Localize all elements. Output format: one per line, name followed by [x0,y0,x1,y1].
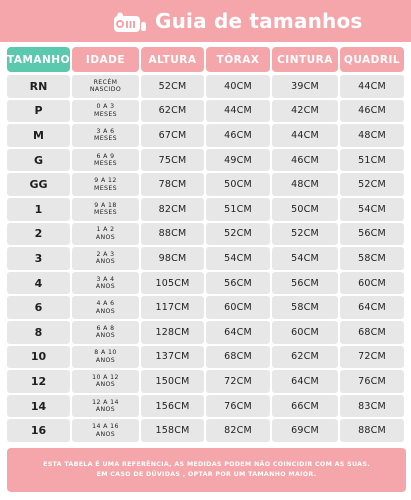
cintura-cell: 52CM [272,223,338,246]
age-cell [72,419,139,442]
torax-cell: 49CM [206,149,270,172]
torax-cell: 56CM [206,272,270,295]
age-line: 10 A 12 [92,374,119,382]
torax-cell: 52CM [206,223,270,246]
torax-cell: 72CM [206,370,270,393]
age-line: ANOS [95,307,116,315]
cintura-cell: 56CM [272,272,338,295]
size-cell: 3 [7,247,70,270]
size-cell: 1 [7,198,70,221]
quadril-cell: 44CM [340,75,404,98]
age-line: 2 A 3 [96,251,115,259]
size-cell: 12 [7,370,70,393]
altura-cell: 67CM [141,124,204,147]
cintura-cell: 50CM [272,198,338,221]
age-cell [72,198,139,221]
quadril-cell: 54CM [340,198,404,221]
altura-cell: 128CM [141,321,204,344]
altura-cell: 117CM [141,296,204,319]
age-line: ANOS [95,356,116,364]
table-header-row [7,47,406,72]
table-row [7,100,406,123]
size-cell: M [7,124,70,147]
table-row [7,124,406,147]
altura-cell: 62CM [141,100,204,123]
size-cell: G [7,149,70,172]
age-cell [72,272,139,295]
quadril-cell: 83CM [340,395,404,418]
cintura-cell: 60CM [272,321,338,344]
altura-cell: 137CM [141,346,204,369]
table-row [7,419,406,442]
cintura-cell: 39CM [272,75,338,98]
age-line: RECÉM [93,78,118,86]
table-row [7,321,406,344]
age-line: 0 A 3 [96,103,115,111]
column-header-idade: IDADE [72,47,139,72]
age-line: MESES [93,160,117,168]
age-line: ANOS [95,233,116,241]
cintura-cell: 46CM [272,149,338,172]
cintura-cell: 64CM [272,370,338,393]
torax-cell: 76CM [206,395,270,418]
age-line: 6 A 8 [96,324,115,332]
altura-cell: 75CM [141,149,204,172]
table-row [7,370,406,393]
age-cell [72,124,139,147]
age-line: 6 A 9 [96,152,115,160]
altura-cell: 78CM [141,173,204,196]
size-cell: 8 [7,321,70,344]
quadril-cell: 72CM [340,346,404,369]
age-line: ANOS [95,381,116,389]
baby-logo-icon [113,12,147,34]
size-cell: P [7,100,70,123]
quadril-cell: 46CM [340,100,404,123]
age-line: 9 A 18 [94,201,117,209]
age-cell [72,395,139,418]
quadril-cell: 51CM [340,149,404,172]
altura-cell: 88CM [141,223,204,246]
age-cell [72,296,139,319]
quadril-cell: 52CM [340,173,404,196]
altura-cell: 105CM [141,272,204,295]
size-cell: 10 [7,346,70,369]
size-cell: RN [7,75,70,98]
table-row [7,346,406,369]
page-title: Guia de tamanhos [155,9,363,33]
age-line: 1 A 2 [96,226,115,234]
size-cell: 16 [7,419,70,442]
altura-cell: 158CM [141,419,204,442]
column-header-quadril: QUADRIL [340,47,404,72]
table-row [7,296,406,319]
disclaimer-line-2: EM CASO DE DÚVIDAS , OPTAR POR UM TAMANHO MAIOR. [96,471,317,478]
age-line: NASCIDO [89,86,122,94]
age-cell [72,247,139,270]
column-header-altura: ALTURA [141,47,204,72]
age-line: ANOS [95,430,116,438]
quadril-cell: 58CM [340,247,404,270]
age-cell [72,223,139,246]
torax-cell: 60CM [206,296,270,319]
age-line: 9 A 12 [94,177,117,185]
cintura-cell: 48CM [272,173,338,196]
altura-cell: 82CM [141,198,204,221]
age-line: 8 A 10 [94,349,117,357]
cintura-cell: 62CM [272,346,338,369]
column-header-torax: TÓRAX [206,47,270,72]
torax-cell: 82CM [206,419,270,442]
age-line: 3 A 4 [96,275,115,283]
disclaimer-banner [7,448,406,492]
column-header-cintura: CINTURA [272,47,338,72]
cintura-cell: 58CM [272,296,338,319]
age-line: ANOS [95,283,116,291]
quadril-cell: 76CM [340,370,404,393]
torax-cell: 46CM [206,124,270,147]
size-cell: GG [7,173,70,196]
age-line: 4 A 6 [96,300,115,308]
quadril-cell: 48CM [340,124,404,147]
age-line: MESES [93,110,117,118]
size-table [7,47,406,444]
torax-cell: 40CM [206,75,270,98]
age-line: ANOS [95,332,116,340]
table-row [7,272,406,295]
size-cell: 4 [7,272,70,295]
altura-cell: 150CM [141,370,204,393]
quadril-cell: 56CM [340,223,404,246]
altura-cell: 52CM [141,75,204,98]
quadril-cell: 68CM [340,321,404,344]
torax-cell: 54CM [206,247,270,270]
age-line: 3 A 6 [96,128,115,136]
cintura-cell: 54CM [272,247,338,270]
torax-cell: 50CM [206,173,270,196]
age-line: 12 A 14 [92,398,119,406]
quadril-cell: 88CM [340,419,404,442]
torax-cell: 44CM [206,100,270,123]
disclaimer-line-1: ESTA TABELA É UMA REFERÊNCIA, AS MEDIDAS PODEM NÃO COINCIDIR COM AS SUAS. [43,461,370,468]
age-cell [72,75,139,98]
torax-cell: 64CM [206,321,270,344]
table-body [7,75,406,442]
quadril-cell: 60CM [340,272,404,295]
age-cell [72,100,139,123]
table-row [7,395,406,418]
cintura-cell: 44CM [272,124,338,147]
age-line: MESES [93,209,117,217]
age-cell [72,321,139,344]
age-cell [72,173,139,196]
age-cell [72,149,139,172]
quadril-cell: 64CM [340,296,404,319]
cintura-cell: 66CM [272,395,338,418]
torax-cell: 68CM [206,346,270,369]
size-cell: 2 [7,223,70,246]
table-row [7,75,406,98]
table-row [7,149,406,172]
size-cell: 14 [7,395,70,418]
age-line: 14 A 16 [92,423,119,431]
torax-cell: 51CM [206,198,270,221]
size-cell: 6 [7,296,70,319]
altura-cell: 156CM [141,395,204,418]
table-row [7,173,406,196]
age-line: MESES [93,135,117,143]
cintura-cell: 69CM [272,419,338,442]
table-row [7,198,406,221]
table-row [7,247,406,270]
table-row [7,223,406,246]
header-bar [0,0,411,42]
cintura-cell: 42CM [272,100,338,123]
age-line: MESES [93,184,117,192]
age-line: ANOS [95,258,116,266]
column-header-tamanho: TAMANHO [7,47,70,72]
age-cell [72,370,139,393]
age-line: ANOS [95,406,116,414]
altura-cell: 98CM [141,247,204,270]
age-cell [72,346,139,369]
